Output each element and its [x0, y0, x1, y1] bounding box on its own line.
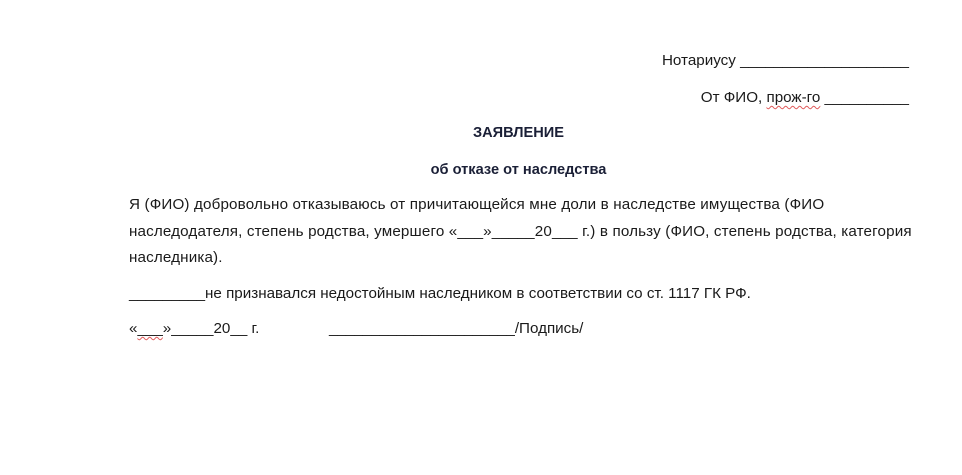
from-prefix: От ФИО, [700, 89, 767, 106]
unworthy-heir-paragraph: _________не признавался недостойным наследником в соответствии со ст. 1117 ГК РФ. [129, 285, 751, 302]
from-residence: прож-го [766, 89, 821, 106]
date-day-blank: ___ [137, 320, 163, 337]
from-blank: __________ [820, 89, 909, 106]
notary-line [662, 48, 909, 74]
refusal-paragraph: Я (ФИО) добровольно отказываюсь от причитающейся мне доли в наследстве имущества (ФИО наследодателя, степень родства, умершего «___»_____20___ г.) в пользу (ФИО, степень родства, категория наследника). [129, 196, 912, 266]
from-line [701, 85, 909, 111]
signature-label: /Подпись/ [514, 320, 584, 337]
date-field [129, 316, 259, 342]
date-open-quote: « [129, 320, 138, 337]
signature-field [329, 316, 583, 342]
document-subtitle: об отказе от наследства [430, 162, 607, 178]
document-title: ЗАЯВЛЕНИЕ [472, 125, 565, 141]
signature-blank: ______________________ [329, 320, 515, 337]
notary-label: Нотариусу [661, 52, 736, 69]
notary-blank: ____________________ [740, 52, 909, 69]
date-rest: »_____20__ г. [162, 320, 260, 337]
